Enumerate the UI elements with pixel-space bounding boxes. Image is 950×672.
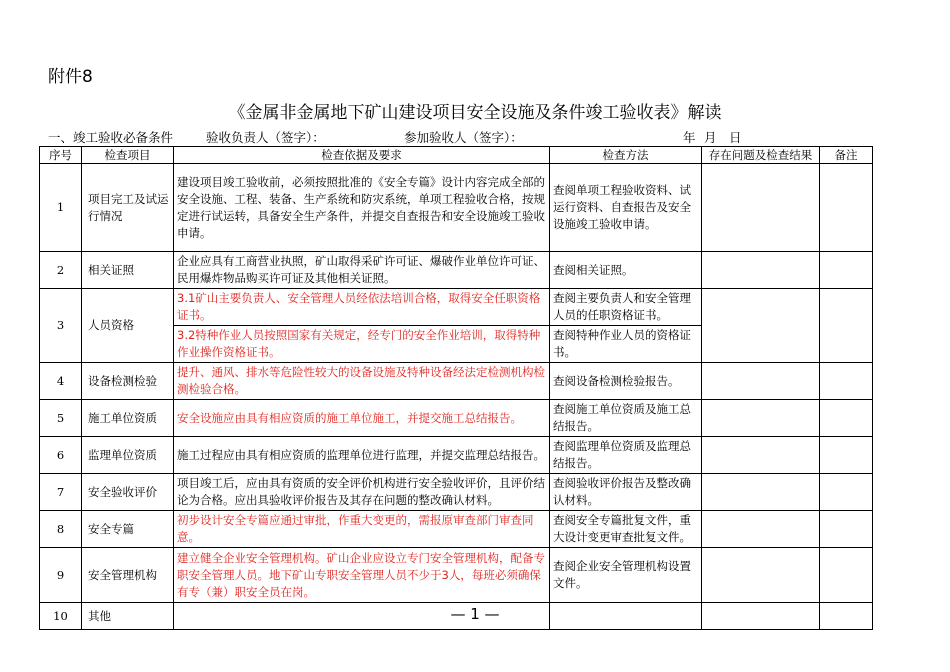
- check-item: 相关证照: [82, 252, 174, 289]
- table-row: [40, 164, 873, 252]
- date-year-label: 年: [683, 130, 696, 145]
- check-item: 监理单位资质: [82, 437, 174, 474]
- section-heading: 一、竣工验收必备条件: [48, 130, 174, 145]
- check-item: 施工单位资质: [82, 400, 174, 437]
- row-number: 9: [40, 548, 82, 603]
- row-number: 1: [40, 164, 82, 252]
- date-day-label: 日: [729, 130, 742, 145]
- result-cell[interactable]: [702, 511, 820, 548]
- page-number: — 1 —: [450, 605, 500, 623]
- table-row: [40, 363, 873, 400]
- table-row: [40, 400, 873, 437]
- check-basis: 施工过程应由具有相应资质的监理单位进行监理，并提交监理总结报告。: [174, 437, 550, 474]
- check-method: 查阅设备检测检验报告。: [550, 363, 702, 400]
- remark-cell[interactable]: [820, 363, 873, 400]
- remark-cell[interactable]: [820, 164, 873, 252]
- table-row: [40, 548, 873, 603]
- row-number: 6: [40, 437, 82, 474]
- participant-signature-label: 参加验收人（签字）：: [404, 130, 523, 145]
- col-header-result: 存在问题及检查结果: [702, 147, 820, 164]
- check-basis: 建立健全企业安全管理机构。矿山企业应设立专门安全管理机构，配备专职安全管理人员。地下矿山专职安全管理人员不少于3人，每班必须确保有专（兼）职安全员在岗。: [174, 548, 550, 603]
- check-method: 查阅监理单位资质及监理总结报告。: [550, 437, 702, 474]
- check-basis: 项目竣工后，应由具有资质的安全评价机构进行安全验收评价，且评价结论为合格。应出具验收评价报告及其存在问题的整改确认材料。: [174, 474, 550, 511]
- result-cell[interactable]: [702, 252, 820, 289]
- row-number: 7: [40, 474, 82, 511]
- check-method: 查阅验收评价报告及整改确认材料。: [550, 474, 702, 511]
- result-cell[interactable]: [702, 363, 820, 400]
- table-row: [40, 511, 873, 548]
- result-cell[interactable]: [702, 164, 820, 252]
- remark-cell[interactable]: [820, 289, 873, 363]
- check-basis: 3.1矿山主要负责人、安全管理人员经依法培训合格，取得安全任职资格证书。: [174, 289, 550, 326]
- check-method: 查阅安全专篇批复文件，重大设计变更审查批复文件。: [550, 511, 702, 548]
- remark-cell[interactable]: [820, 252, 873, 289]
- check-item: 安全管理机构: [82, 548, 174, 603]
- col-header-basis: 检查依据及要求: [174, 147, 550, 164]
- remark-cell[interactable]: [820, 474, 873, 511]
- check-basis: 安全设施应由具有相应资质的施工单位施工，并提交施工总结报告。: [174, 400, 550, 437]
- date-month-label: 月: [704, 130, 717, 145]
- row-number: 5: [40, 400, 82, 437]
- check-item: 安全专篇: [82, 511, 174, 548]
- table-row: [40, 289, 873, 326]
- remark-cell[interactable]: [820, 437, 873, 474]
- check-basis: 企业应具有工商营业执照，矿山取得采矿许可证、爆破作业单位许可证、民用爆炸物品购买许可证及其他相关证照。: [174, 252, 550, 289]
- check-item: 其他: [82, 603, 174, 630]
- col-header-no: 序号: [40, 147, 82, 164]
- table-header-row: [40, 147, 873, 164]
- check-method: 查阅单项工程验收资料、试运行资料、自查报告及安全设施竣工验收申请。: [550, 164, 702, 252]
- check-item: 设备检测检验: [82, 363, 174, 400]
- row-number: 3: [40, 289, 82, 363]
- check-item: 项目完工及试运行情况: [82, 164, 174, 252]
- check-method: 查阅主要负责人和安全管理人员的任职资格证书。: [550, 289, 702, 326]
- table-row: [40, 474, 873, 511]
- check-method: 查阅企业安全管理机构设置文件。: [550, 548, 702, 603]
- check-method: 查阅相关证照。: [550, 252, 702, 289]
- document-title: 《金属非金属地下矿山建设项目安全设施及条件竣工验收表》解读: [228, 103, 722, 123]
- remark-cell[interactable]: [820, 400, 873, 437]
- check-item: 安全验收评价: [82, 474, 174, 511]
- check-basis: 提升、通风、排水等危险性较大的设备设施及特种设备经法定检测机构检测检验合格。: [174, 363, 550, 400]
- row-number: 10: [40, 603, 82, 630]
- check-method: 查阅特种作业人员的资格证书。: [550, 326, 702, 363]
- check-method: 查阅施工单位资质及施工总结报告。: [550, 400, 702, 437]
- table-row: [40, 252, 873, 289]
- result-cell[interactable]: [702, 437, 820, 474]
- remark-cell[interactable]: [820, 548, 873, 603]
- attachment-label: 附件8: [48, 67, 93, 87]
- col-header-item: 检查项目: [82, 147, 174, 164]
- row-number: 4: [40, 363, 82, 400]
- check-basis: 3.2特种作业人员按照国家有关规定，经专门的安全作业培训，取得特种作业操作资格证书。: [174, 326, 550, 363]
- check-basis: 建设项目竣工验收前，必须按照批准的《安全专篇》设计内容完成全部的安全设施、工程、装备、生产系统和防灾系统，单项工程验收合格，按规定进行试运转，具备安全生产条件，并提交自查报告和安全设施竣工验收申请。: [174, 164, 550, 252]
- check-basis: 初步设计安全专篇应通过审批，作重大变更的，需报原审查部门审查同意。: [174, 511, 550, 548]
- col-header-method: 检查方法: [550, 147, 702, 164]
- acceptor-lead-signature-label: 验收负责人（签字）：: [206, 130, 325, 145]
- remark-cell[interactable]: [820, 511, 873, 548]
- row-number: 2: [40, 252, 82, 289]
- result-cell[interactable]: [702, 289, 820, 363]
- result-cell[interactable]: [702, 474, 820, 511]
- result-cell[interactable]: [702, 548, 820, 603]
- table-row: [40, 437, 873, 474]
- result-cell[interactable]: [702, 400, 820, 437]
- check-item: 人员资格: [82, 289, 174, 363]
- col-header-remark: 备注: [820, 147, 873, 164]
- acceptance-table: [39, 146, 873, 630]
- row-number: 8: [40, 511, 82, 548]
